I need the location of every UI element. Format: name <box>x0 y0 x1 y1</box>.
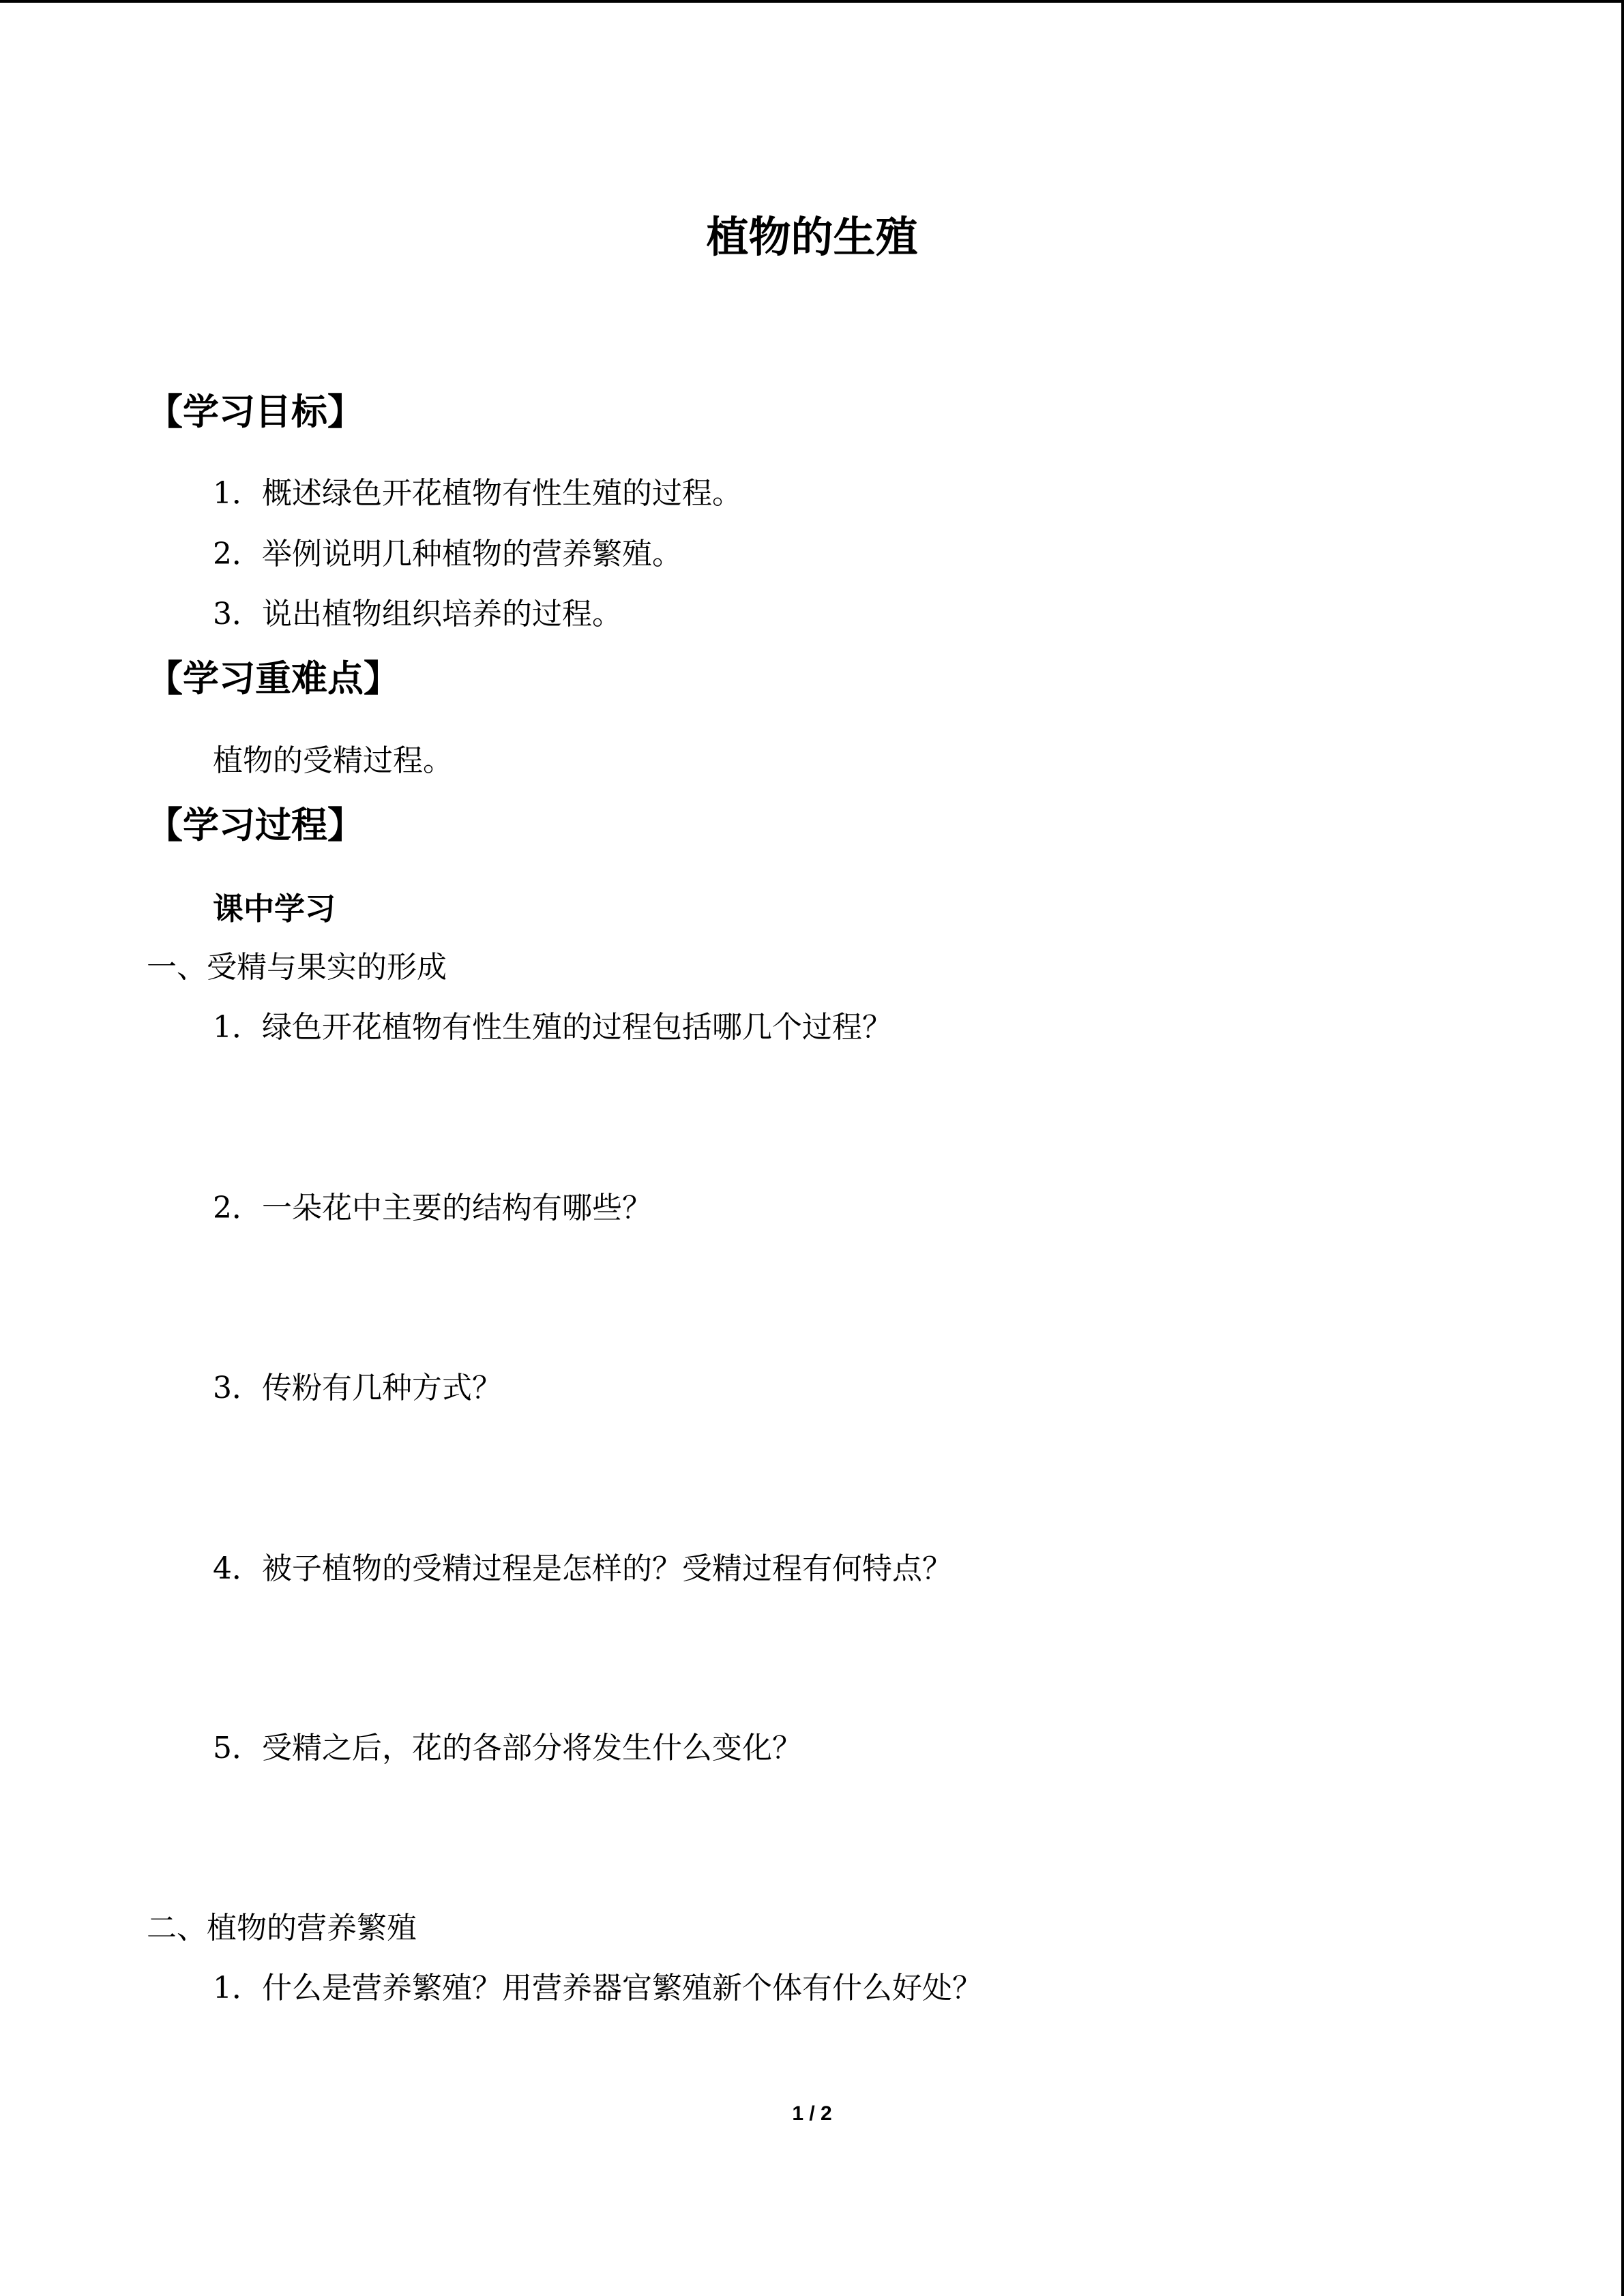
question-item: 4．被子植物的受精过程是怎样的？受精过程有何特点？ <box>213 1551 952 1586</box>
document-title: 植物的生殖 <box>706 212 918 262</box>
question-item: 3．传粉有几种方式？ <box>213 1371 502 1405</box>
question-item: 2．一朵花中主要的结构有哪些？ <box>213 1191 652 1225</box>
objective-item: 1．概述绿色开花植物有性生殖的过程。 <box>213 476 742 511</box>
page-right-border <box>1621 0 1624 2296</box>
question-item: 5．受精之后，花的各部分将发生什么变化？ <box>213 1731 802 1765</box>
page-number: 1 / 2 <box>792 2102 832 2125</box>
process-heading: 【学习过程】 <box>147 805 364 846</box>
objective-item: 3．说出植物组织培养的过程。 <box>213 597 622 631</box>
in-class-label: 课中学习 <box>213 891 336 927</box>
objective-item: 2．举例说明几种植物的营养繁殖。 <box>213 537 682 571</box>
objectives-heading: 【学习目标】 <box>147 391 364 433</box>
question-item: 1．绿色开花植物有性生殖的过程包括哪几个过程？ <box>213 1010 892 1045</box>
part-two-heading: 二、植物的营养繁殖 <box>147 1911 417 1945</box>
key-points-heading: 【学习重难点】 <box>147 658 400 700</box>
part-one-heading: 一、受精与果实的形成 <box>147 950 447 985</box>
page-top-border <box>0 0 1624 3</box>
key-points-text: 植物的受精过程。 <box>213 743 453 778</box>
question-item: 1．什么是营养繁殖？用营养器官繁殖新个体有什么好处？ <box>213 1971 982 2006</box>
